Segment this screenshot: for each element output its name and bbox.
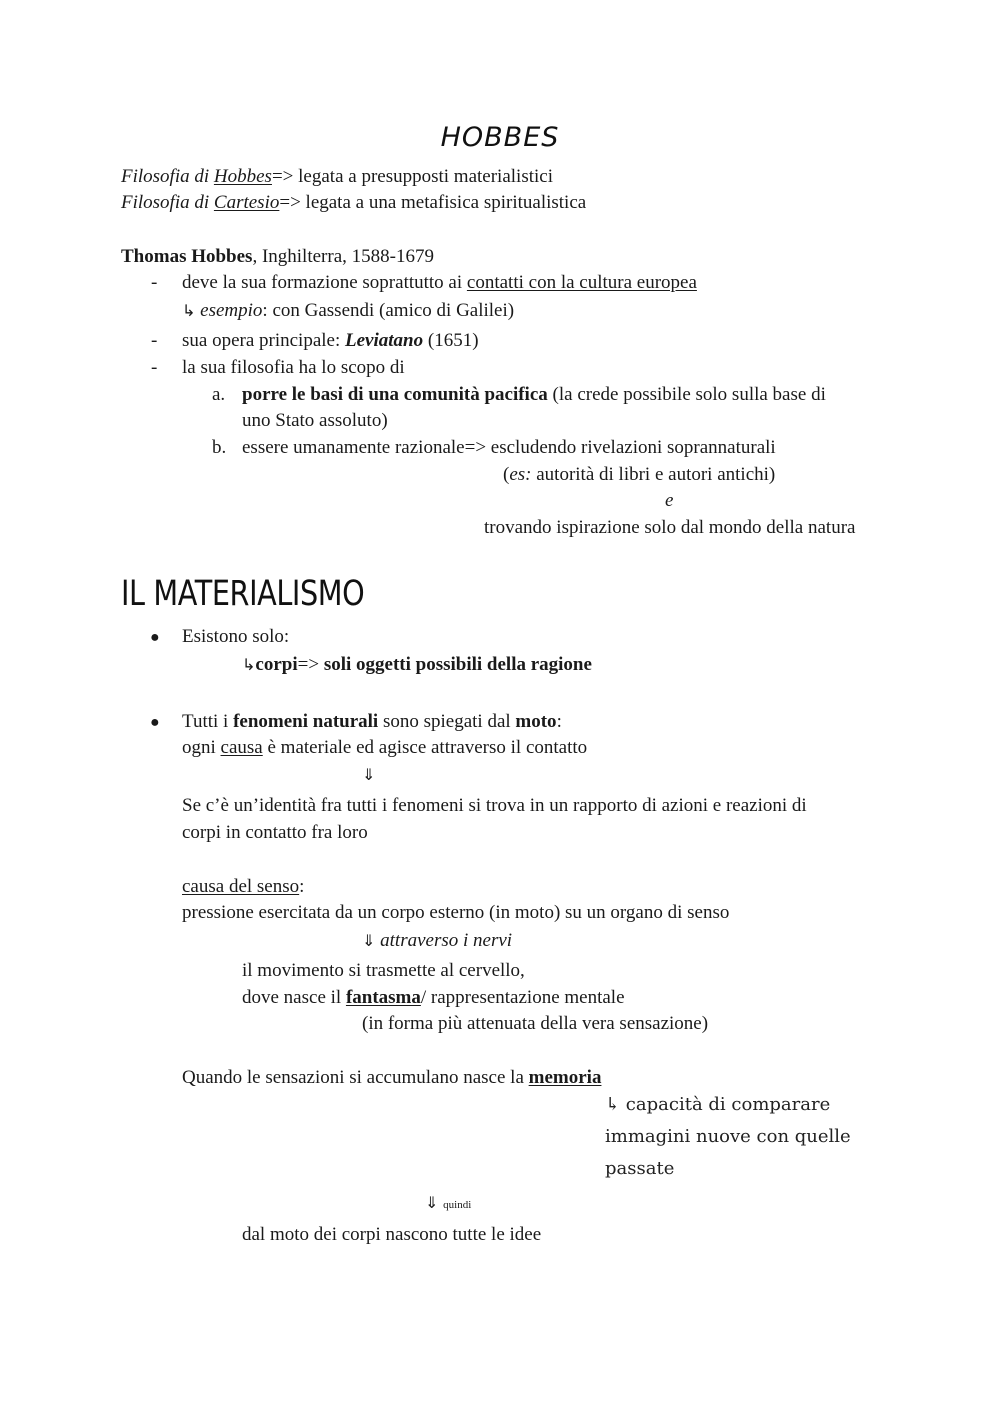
example-label: esempio <box>200 300 263 321</box>
movimento-line-3: (in forma più attenuata della vera sensazione) <box>362 1013 709 1034</box>
bullet-esistono: Esistono solo: <box>182 626 290 647</box>
bullet-icon: ● <box>150 629 160 646</box>
bullet-fenomeni: Tutti i fenomeni naturali sono spiegati dal moto: <box>182 711 562 732</box>
corpi-line: ↳corpi=> soli oggetti possibili della ragione <box>242 654 592 675</box>
bullet-icon: ● <box>150 714 160 731</box>
memoria-line: Quando le sensazioni si accumulano nasce la memoria <box>182 1067 602 1088</box>
scopo-b-and: e <box>665 490 674 511</box>
return-arrow-icon: ↳ <box>182 301 196 320</box>
bio-example: ↳ esempio: con Gassendi (amico di Galilei) <box>182 300 515 321</box>
page-title: HOBBES <box>440 122 560 153</box>
bio-details: , Inghilterra, 1588-1679 <box>252 246 434 267</box>
list-marker-b: b. <box>212 437 227 458</box>
senso-text: pressione esercitata da un corpo esterno (in moto) su un organo di senso <box>182 902 730 923</box>
intro-name-hobbes: Hobbes <box>213 166 272 187</box>
final-line: dal moto dei corpi nascono tutte le idee <box>242 1224 542 1245</box>
memoria-note-3: passate <box>605 1158 675 1179</box>
scopo-b: essere umanamente razionale=> escludendo rivelazioni soprannaturali <box>242 437 776 458</box>
bio-name: Thomas Hobbes <box>121 246 253 267</box>
bio-item-underlined: contatti con la cultura europea <box>466 272 697 293</box>
movimento-line-2: dove nasce il fantasma/ rappresentazione mentale <box>242 987 625 1008</box>
dash-marker: - <box>151 357 158 378</box>
bio-item-formazione: deve la sua formazione soprattutto ai contatti con la cultura europea <box>182 272 697 293</box>
dash-marker: - <box>151 330 158 351</box>
bio-item-scopo: la sua filosofia ha lo scopo di <box>182 357 405 378</box>
memoria-note-2: immagini nuove con quelle <box>605 1126 851 1147</box>
intro-label: Filosofia di <box>121 166 214 187</box>
down-arrow-icon: ⇓ <box>362 765 376 784</box>
intro-name-cartesio: Cartesio <box>213 192 280 213</box>
dash-marker: - <box>151 272 158 293</box>
section-heading: IL MATERIALISMO <box>121 574 365 614</box>
intro-line-cartesio <box>121 192 586 215</box>
identita-line-2: corpi in contatto fra loro <box>182 822 368 843</box>
intro-line-hobbes <box>121 166 553 189</box>
opera-title: Leviatano <box>345 330 424 351</box>
scopo-a-cont: uno Stato assoluto) <box>242 410 388 431</box>
senso-label: causa del senso: <box>182 876 305 897</box>
bio-item-opera: sua opera principale: Leviatano (1651) <box>182 330 479 351</box>
down-arrow-icon: ⇓ <box>425 1193 439 1212</box>
memoria-note-1: ↳ capacità di comparare <box>605 1094 831 1115</box>
movimento-line-1: il movimento si trasmette al cervello, <box>242 960 525 981</box>
list-marker-a: a. <box>212 384 226 405</box>
intro-rest: => legata a una metafisica spiritualistica <box>279 192 587 213</box>
quindi-line: ⇓ quindi <box>425 1193 472 1212</box>
bio-heading <box>121 246 434 269</box>
intro-rest: => legata a presupposti materialistici <box>271 166 553 187</box>
scopo-a: porre le basi di una comunità pacifica (la crede possibile solo sulla base di <box>242 384 826 405</box>
nervi-line: ⇓ attraverso i nervi <box>362 930 513 951</box>
scopo-b-cont: trovando ispirazione solo dal mondo della natura <box>484 517 856 538</box>
scopo-b-example: (es: autorità di libri e autori antichi) <box>503 464 776 485</box>
return-arrow-icon: ↳ <box>242 655 256 674</box>
intro-label: Filosofia di <box>121 192 214 213</box>
down-arrow-icon: ⇓ <box>362 931 376 950</box>
identita-line-1: Se c’è un’identità fra tutti i fenomeni si trova in un rapporto di azioni e reazioni di <box>182 795 807 816</box>
causa-line: ogni causa è materiale ed agisce attraverso il contatto <box>182 737 588 758</box>
